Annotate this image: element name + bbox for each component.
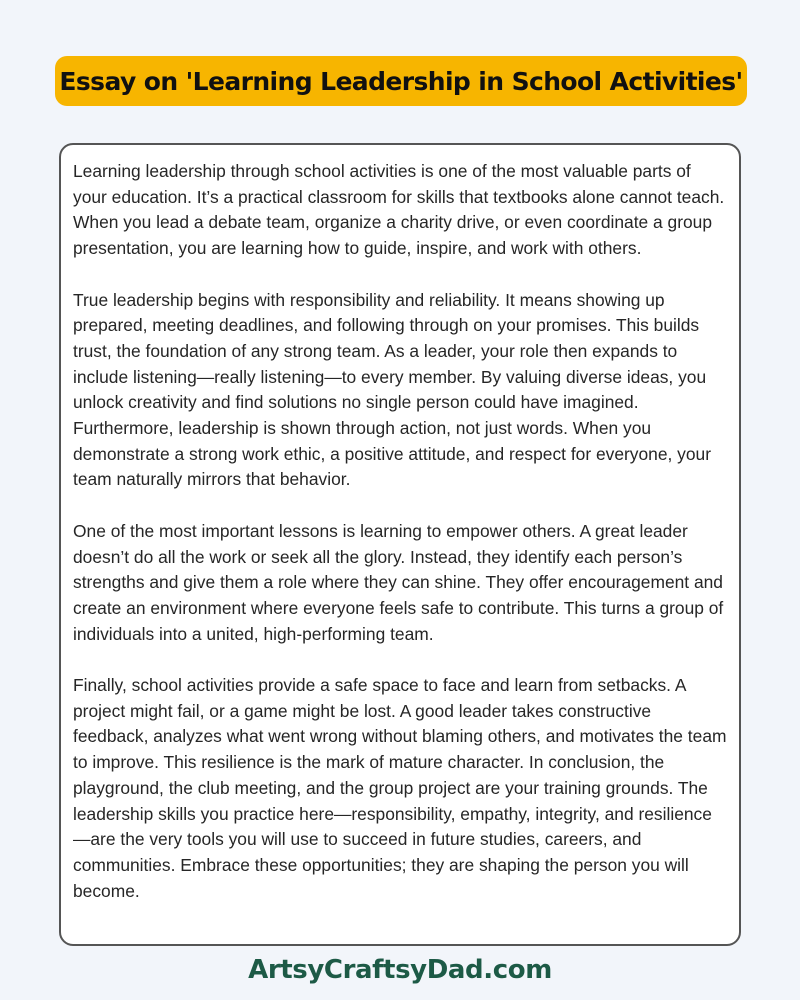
essay-paragraph-1: Learning leadership through school activities is one of the most valuable parts of your education. It’s a practical classroom for skills that textbooks alone cannot teach. When you lead a debate team, organize a charity drive, or even coordinate a group presentation, you are learning how to guide, inspire, and work with others. bbox=[73, 161, 725, 259]
essay-card bbox=[59, 143, 741, 946]
title-banner bbox=[55, 56, 747, 106]
essay-paragraph-3: One of the most important lessons is learning to empower others. A great leader doesn’t do all the work or seek all the glory. Instead, they identify each person’s strengths and give them a role where they can shine. They offer encouragement and create an environment where everyone feels safe to contribute. This turns a group of individuals into a united, high-performing team. bbox=[73, 520, 724, 644]
essay-paragraph-2: True leadership begins with responsibility and reliability. It means showing up prepared, meeting deadlines, and following through on your promises. This builds trust, the foundation of any strong team. As a leader, your role then expands to include listening—really listening—to every member. By valuing diverse ideas, you unlock creativity and find solutions no single person could have imagined. Furthermore, leadership is shown through action, not just words. When you demonstrate a strong work ethic, a positive attitude, and respect for everyone, your team naturally mirrors that behavior. bbox=[73, 289, 711, 490]
footer-brand: ArtsyCraftsyDad.com bbox=[248, 955, 552, 985]
page-title: Essay on 'Learning Leadership in School Activities' bbox=[59, 66, 743, 96]
essay-paragraph-4: Finally, school activities provide a safe space to face and learn from setbacks. A project might fail, or a game might be lost. A good leader takes constructive feedback, analyzes what went wrong without blaming others, and motivates the team to improve. This resilience is the mark of mature character. In conclusion, the playground, the club meeting, and the group project are your training grounds. The leadership skills you practice here—responsibility, empathy, integrity, and resilience—are the very tools you will use to succeed in future studies, careers, and communities. Embrace these opportunities; they are shaping the person you will become. bbox=[73, 675, 727, 901]
